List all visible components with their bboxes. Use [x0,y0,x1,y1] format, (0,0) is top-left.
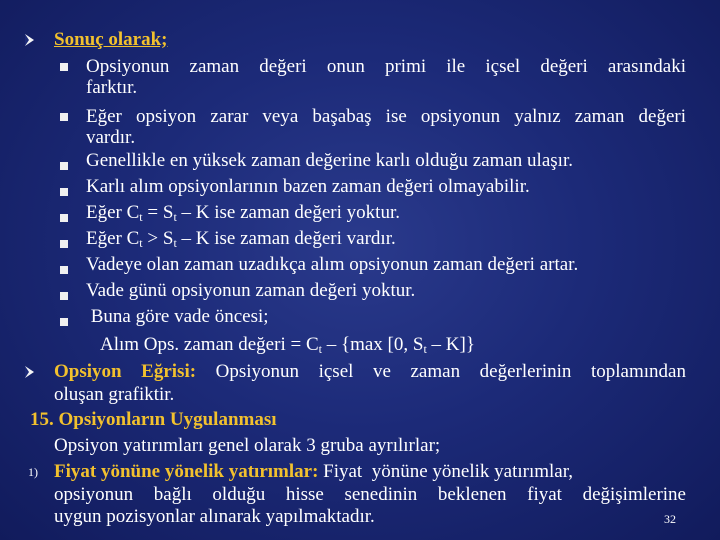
egri-line-1: Opsiyon Eğrisi: Opsiyonun içsel ve zaman değerlerinin toplamından [54,361,686,382]
bullet-2-line-2: vardır. [86,127,136,148]
square-bullet-icon [60,266,68,274]
square-bullet-icon [60,188,68,196]
bullet-7: Vadeye olan zaman uzadıkça alım opsiyonun zaman değeri artar. [86,254,579,275]
bullet-9: Buna göre vade öncesi; [86,306,269,327]
square-bullet-icon [60,318,68,326]
item-1-line-3: uygun pozisyonlar alınarak yapılmaktadır. [54,506,375,527]
bullet-4: Karlı alım opsiyonlarının bazen zaman değeri olmayabilir. [86,176,530,197]
square-bullet-icon [60,162,68,170]
heading: Sonuç olarak; [54,29,168,50]
square-bullet-icon [60,240,68,248]
bullet-5: Eğer $C_t = S_t - K$ ise zaman değeri yoktur. [86,202,400,224]
bullet-8: Vade günü opsiyonun zaman değeri yoktur. [86,280,416,301]
item-1-line-1: Fiyat yönüne yönelik yatırımlar: Fiyat yönüne yönelik yatırımlar, [54,461,574,482]
bullet-3: Genellikle en yüksek zaman değerine karlı olduğu zaman ulaşır. [86,150,573,171]
list-number: 1) [28,465,38,479]
bullet-6: Eğer $C_t > S_t - K$ ise zaman değeri vardır. [86,228,396,250]
page-number: 32 [664,512,676,526]
square-bullet-icon [60,292,68,300]
formula: Alım Ops. zaman değeri = $C_t - \{\max$ [0, $S_t - K$]} [100,334,475,356]
arrow-bullet-icon [25,366,34,378]
bullet-1-line-2: farktır. [86,77,138,98]
arrow-bullet-icon [25,34,34,46]
square-bullet-icon [60,214,68,222]
item-1-line-2: opsiyonun bağlı olduğu hisse senedinin beklenen fiyat değişimlerine [54,484,686,505]
section-intro: Opsiyon yatırımları genel olarak 3 gruba ayrılırlar; [54,435,441,456]
bullet-2-line-1: Eğer opsiyon zarar veya başabaş ise opsiyonun yalnız zaman değeri [86,106,686,127]
square-bullet-icon [60,113,68,121]
square-bullet-icon [60,63,68,71]
egri-line-2: oluşan grafiktir. [54,384,175,405]
section-title: 15. Opsiyonların Uygulanması [30,409,277,430]
bullet-1-line-1: Opsiyonun zaman değeri onun primi ile içsel değeri arasındaki [86,56,686,77]
